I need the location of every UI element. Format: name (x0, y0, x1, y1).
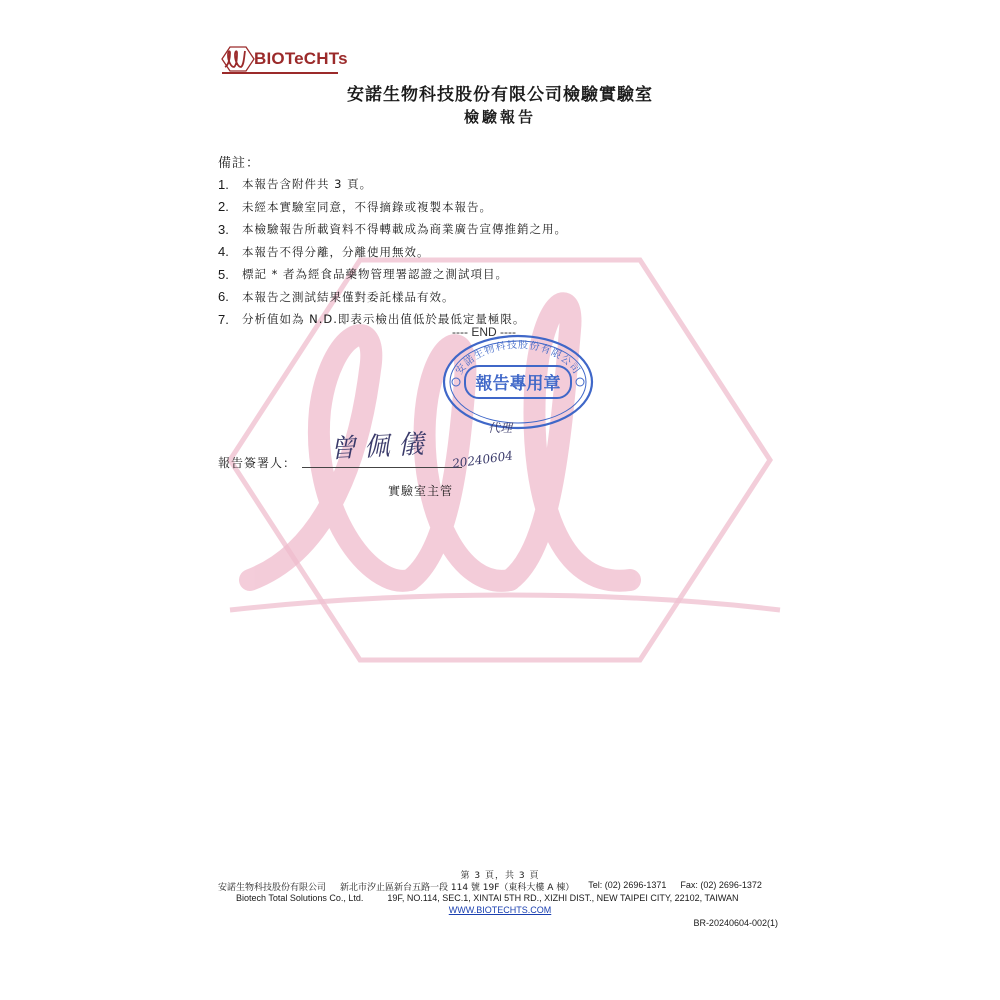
note-text: 本檢驗報告所載資料不得轉載成為商業廣告宣傳推銷之用。 (242, 222, 567, 237)
note-item (218, 241, 567, 264)
footer-address-zh: 新北市汐止區新台五路一段 114 號 19F（東科大樓 A 棟） (340, 883, 575, 893)
logo-mark-icon (220, 45, 256, 73)
footer-contact-en (236, 893, 739, 903)
handwritten-signature (320, 420, 540, 480)
stamp-ring-text: 安諾生物科技股份有限公司 (454, 339, 582, 377)
note-item (218, 286, 567, 309)
note-item (218, 173, 567, 196)
signer-title: 實驗室主管 (388, 484, 454, 498)
stamp-center-text: 報告專用章 (475, 374, 561, 394)
footer-contact-zh (218, 880, 762, 893)
note-number: 5. (218, 266, 229, 282)
report-title: 檢驗報告 (463, 108, 536, 126)
company-title: 安諾生物科技股份有限公司檢驗實驗室 (347, 85, 653, 105)
footer-address-en: 19F, NO.114, SEC.1, XINTAI 5TH RD., XIZHI DIST., NEW TAIPEI CITY, 22102, TAIWAN (387, 893, 739, 903)
note-text: 本報告含附件共 3 頁。 (242, 177, 373, 192)
company-logo (220, 44, 348, 74)
note-text: 本報告之測試結果僅對委託樣品有效。 (242, 289, 455, 304)
footer-tel: Tel: (02) 2696-1371 (588, 880, 667, 890)
note-item (218, 196, 567, 219)
note-text: 本報告不得分離，分離使用無效。 (242, 244, 430, 259)
note-item (218, 263, 567, 286)
note-number: 3. (218, 221, 229, 237)
footer-company-zh: 安諾生物科技股份有限公司 (218, 883, 327, 893)
note-item (218, 218, 567, 241)
signature-note: 代理 (488, 421, 513, 435)
signature-date: 20240604 (451, 448, 514, 471)
note-number: 7. (218, 311, 229, 327)
document-code: BR-20240604-002(1) (693, 918, 778, 928)
note-number: 1. (218, 176, 229, 192)
svg-text:安諾生物科技股份有限公司 (453, 338, 583, 377)
page-number: 第 3 頁，共 3 頁 (460, 871, 540, 881)
note-number: 2. (218, 199, 229, 215)
logo-underline (222, 72, 338, 74)
signer-label: 報告簽署人： (218, 456, 297, 470)
footer-website-link[interactable]: WWW.BIOTECHTS.COM (448, 905, 552, 915)
note-text: 分析值如為 N.D.即表示檢出值低於最低定量極限。 (242, 312, 526, 327)
note-number: 6. (218, 289, 229, 305)
logo-text: BIOTeCHTs (254, 49, 348, 68)
note-text: 未經本實驗室同意，不得摘錄或複製本報告。 (242, 199, 492, 214)
note-text: 標記 * 者為經食品藥物管理署認證之測試項目。 (242, 267, 509, 282)
footer-fax: Fax: (02) 2696-1372 (680, 880, 762, 890)
note-number: 4. (218, 244, 229, 260)
notes-heading: 備註： (218, 156, 261, 171)
signature-name: 曾佩儀 (329, 429, 433, 465)
notes-list (218, 173, 567, 331)
official-stamp (438, 330, 598, 430)
footer-company-en: Biotech Total Solutions Co., Ltd. (236, 893, 364, 903)
end-marker: ---- END ---- (452, 325, 516, 339)
